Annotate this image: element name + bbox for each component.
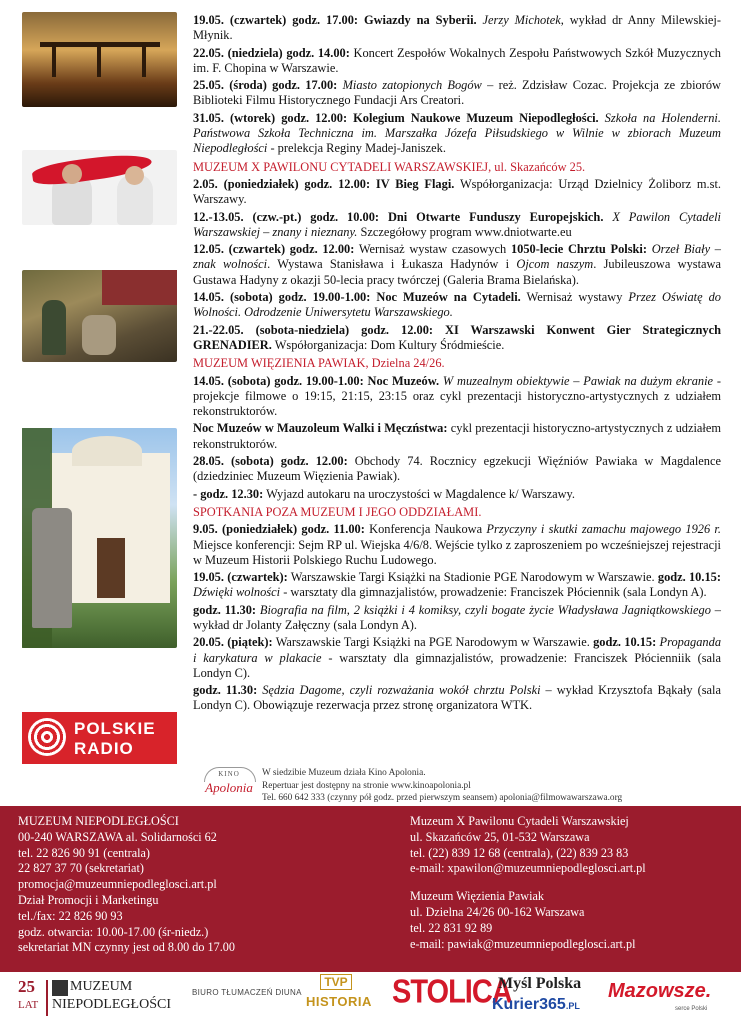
event-item: 9.05. (poniedziałek) godz. 11.00: Konferencja Naukowa Przyczyny i skutki zamachu majowego 1926 r. Miejsce konferencji: Sejm RP ul. Wiejska 4/6/8. Wejście tylko z zaproszeniem po wcześniejszej rejestracji w Muzeum Historii Polskiego Ruchu Ludowego. bbox=[193, 522, 721, 567]
kino-line: W siedzibie Muzeum działa Kino Apolonia. bbox=[262, 768, 426, 778]
event-item: godz. 11.30: Biografia na film, 2 książki i 4 komiksy, czyli bogate życie Władysława Jagniątkowskiego – wykład dr Jolanty Załęczny (sala Londyn A). bbox=[193, 602, 721, 632]
kino-apolonia-info bbox=[200, 764, 730, 804]
event-item: 19.05. (czwartek) godz. 17.00: Gwiazdy na Syberii. Jerzy Michotek, wykład dr Anny Milewskiej-Młynik. bbox=[193, 13, 721, 43]
event-item: 2.05. (poniedziałek) godz. 12.00: IV Bieg Flagi. Współorganizacja: Urząd Dzielnicy Żoliborz m.st. Warszawy. bbox=[193, 176, 721, 207]
stolica-logo[interactable]: STOLICA bbox=[392, 973, 512, 1011]
event-item: 19.05. (czwartek): Warszawskie Targi Książki na Stadionie PGE Narodowym w Warszawie. godz. 10.15: Dźwięki wolności - warsztaty dla gimnazjalistów, prowadzenie: Franciszek Płóciennik (sala Londyn A). bbox=[193, 570, 721, 600]
section-heading-pawiak: MUZEUM WIĘZIENIA PAWIAK, Dzielna 24/26. bbox=[193, 356, 445, 371]
contact-main-museum: MUZEUM NIEPODLEGŁOŚCI 00-240 WARSZAWA al. Solidarności 62 tel. 22 826 90 91 (centrala) 22 827 37 70 (sekretariat) promocja@muzeumniepodleglosci.art.pl Dział Promocji i Marketingu tel./fax: 22 826 90 93 godz. otwarcia: 10.00-17.00 (śr-niedz.) sekretariat MN czynny jest od 8.00 do 17.00 bbox=[18, 814, 235, 955]
mazowsze-tagline: serce Polski bbox=[675, 1006, 708, 1012]
section-heading-x-pawilon: MUZEUM X PAWILONU CYTADELI WARSZAWSKIEJ, ul. Skazańców 25. bbox=[193, 159, 586, 174]
photo-flag-run bbox=[22, 150, 177, 225]
biuro-tlumaczen-logo[interactable]: BIURO TŁUMACZEŃ DIUNA bbox=[192, 988, 302, 997]
event-item: 14.05. (sobota) godz. 19.00-1.00: Noc Muzeów. W muzealnym obiektywie – Pawiak na dużym ekranie - projekcje filmowe o 19:15, 21:15, 23:15 oraz cykl prezentacji historyczno-artystycznych z udziałem rekonstruktorów. bbox=[193, 373, 721, 419]
event-program bbox=[193, 13, 721, 716]
section-heading-outside: SPOTKANIA POZA MUZEUM I JEGO ODDZIAŁAMI. bbox=[193, 504, 482, 519]
event-item: 25.05. (środa) godz. 17.00: Miasto zatopionych Bogów – reż. Zdzisław Cozac. Projekcja ze zbiorów Biblioteki Filmu Historycznego Fundacji Ars Creatori. bbox=[193, 78, 721, 108]
kino-line: Repertuar jest dostępny na stronie www.kinoapolonia.pl bbox=[262, 780, 471, 791]
email-link[interactable]: e-mail: xpawilon@muzeumniepodleglosci.art.pl bbox=[410, 861, 646, 876]
photo-mausoleum-building bbox=[22, 428, 177, 648]
event-item: godz. 11.30: Sędzia Dagome, czyli rozważania wokół chrztu Polski – wykład Krzysztofa Bąkały (sala Londyn C). Obowiązuje rezerwacja przez stronę organizatora WTK. bbox=[193, 683, 721, 713]
mysl-polska-logo[interactable]: Myśl Polska bbox=[498, 975, 582, 992]
event-item: 12.05. (czwartek) godz. 12.00: Wernisaż wystaw czasowych 1050-lecie Chrztu Polski: Orzeł Biały – znak wolności. Wystawa Stanisława i Łukasza Hadynów i Ojcom naszym. Jubileuszowa wystawa Gustawa Hadyny z okazji 50-lecia pracy twórczej (Galeria Brama Bielańska). bbox=[193, 242, 721, 287]
photo-siberia-bridge bbox=[22, 12, 177, 107]
mazowsze-logo[interactable]: Mazowsze. bbox=[608, 980, 712, 1002]
email-link[interactable]: promocja@muzeumniepodleglosci.art.pl bbox=[18, 877, 217, 892]
photo-reenactors bbox=[22, 270, 177, 362]
email-link[interactable]: e-mail: pawiak@muzeumniepodleglosci.art.pl bbox=[410, 936, 636, 951]
event-item: 28.05. (sobota) godz. 12.00: Obchody 74. Rocznicy egzekucji Więźniów Pawiaka w Magdalence (dziedziniec Muzeum Więzienia Pawiak). bbox=[193, 454, 721, 484]
tvp-historia-logo[interactable]: TVP HISTORIA bbox=[306, 975, 372, 1009]
polskie-radio-logo[interactable]: POLSKIE RADIO bbox=[22, 712, 177, 764]
event-item: Noc Muzeów w Mauzoleum Walki i Męczństwa: cykl prezentacji historyczno-artystycznych z udziałem rekonstruktorów. bbox=[193, 421, 721, 451]
radio-wave-icon bbox=[28, 718, 66, 756]
event-item: 31.05. (wtorek) godz. 12.00: Kolegium Naukowe Muzeum Niepodległości. Szkoła na Holenderni. Państwowa Szkoła Techniczna im. Marszałka Józefa Piłsudskiego w Wilnie w zbiorach Muzeum Niepodległości - prelekcja Reginy Madej-Janiszek. bbox=[193, 110, 721, 156]
event-item: 12.-13.05. (czw.-pt.) godz. 10.00: Dni Otwarte Funduszy Europejskich. X Pawilon Cytadeli Warszawskiej – znany i nieznany. Szczegółowy program www.dniotwarte.eu bbox=[193, 209, 721, 239]
museum-building-icon bbox=[52, 980, 68, 996]
event-item: 21.-22.05. (sobota-niedziela) godz. 12.00: XI Warszawski Konwent Gier Strategicznych GRENADIER. Współorganizacja: Dom Kultury Śródmieście. bbox=[193, 322, 721, 352]
event-item: 22.05. (niedziela) godz. 14.00: Koncert Zespołów Wokalnych Zespołu Państwowych Szkół Muzycznych im. F. Chopina w Warszawie. bbox=[193, 45, 721, 75]
kino-line: Tel. 660 642 333 (czynny pół godz. przed pierwszym seansem) apolonia@filmowawarszawa.org bbox=[262, 793, 623, 803]
contact-footer bbox=[0, 806, 741, 972]
event-item: 14.05. (sobota) godz. 19.00-1.00: Noc Muzeów na Cytadeli. Wernisaż wystawy Przez Oświatę do Wolności. Odrodzenie Uniwersytetu Warszawskiego. bbox=[193, 290, 721, 320]
kino-apolonia-logo[interactable]: KINO Apolonia bbox=[200, 767, 258, 799]
muzeum-niepodleglosci-logo[interactable]: 25 LAT MUZEUM NIEPODLEGŁOŚCI bbox=[18, 977, 158, 1021]
kurier365-logo[interactable]: Kurier365.PL bbox=[492, 996, 580, 1013]
event-item: - godz. 12.30: Wyjazd autokaru na uroczystości w Magdalence k/ Warszawy. bbox=[193, 486, 576, 501]
sponsor-logos bbox=[0, 972, 741, 1024]
event-item: 20.05. (piątek): Warszawskie Targi Książki na PGE Narodowym w Warszawie. godz. 10.15: Propaganda i karykatura w plakacie - warsztaty dla gimnazjalistów, prowadzenie: Franciszek Płócienniik (sala Londyn C). bbox=[193, 635, 722, 680]
contact-branches: Muzeum X Pawilonu Cytadeli Warszawskiej ul. Skazańców 25, 01-532 Warszawa tel. (22) 839 12 68 (centrala), (22) 839 23 83 e-mail: xpawilon@muzeumniepodleglosci.art.pl Muzeum Więzienia Pawiak ul. Dzielna 24/26 00-162 Warszawa tel. 22 831 92 89 e-mail: pawiak@muzeumniepodleglosci.art.pl bbox=[410, 814, 646, 951]
